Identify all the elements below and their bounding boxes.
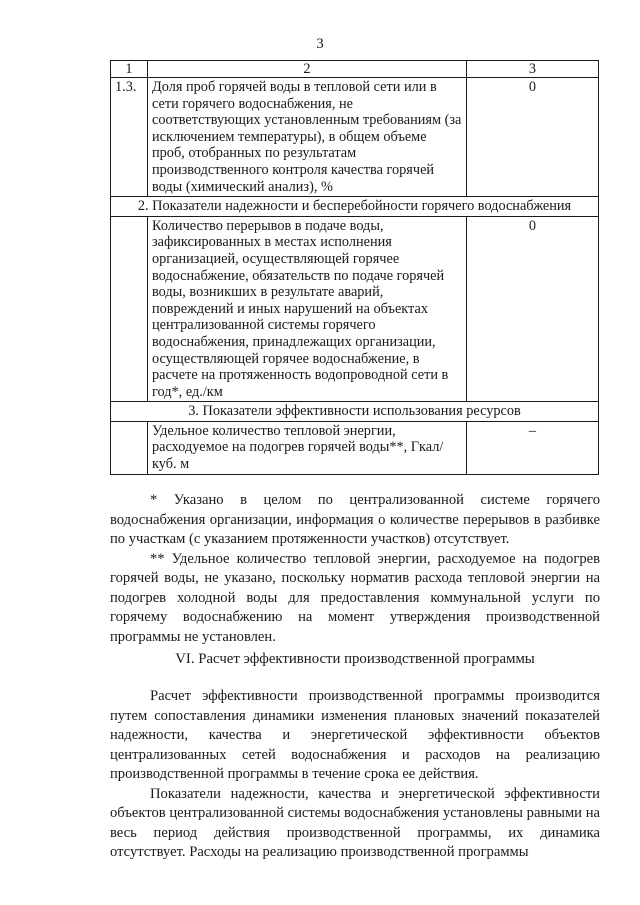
page-number: 3 [316, 36, 324, 52]
footnotes [110, 491, 600, 647]
paragraph: Расчет эффективности производственной программы производится путем сопоставления динамики изменения плановых значений показателей надежности, качества и энергетической эффективности объектов централизованных сетей водоснабжения и расходов на реализацию производственной программы в течение срока ее действия. [110, 688, 600, 782]
row-number-empty [111, 216, 148, 402]
column-header: 2 [148, 61, 467, 78]
footnote: ** Удельное количество тепловой энергии, расходуемое на подогрев горячей воды, не указано, поскольку норматив расхода тепловой энергии на подогрев холодной воды для предоставления коммунальной услуги по горячему водоснабжению на момент утверждения производственной программы не установлен. [110, 550, 600, 645]
table-header-row [111, 61, 599, 78]
row-number-empty [111, 421, 148, 474]
indicator-value: 0 [467, 216, 599, 402]
body-text [110, 687, 600, 863]
table-row [111, 78, 599, 197]
indicator-value: – [467, 421, 599, 474]
section-row [111, 402, 599, 422]
indicator-description: Количество перерывов в подаче воды, зафиксированных в местах исполнения организацией, осуществляющей горячее водоснабжение, обязательств по подаче горячей воды, возникших в результате аварий, повреждений и иных нарушений на объектах централизованной системы горячего водоснабжения, принадлежащих организации, осуществляющей горячее водоснабжение, в расчете на протяженность водопроводной сети в год*, ед./км [148, 216, 467, 402]
section-title: 2. Показатели надежности и бесперебойности горячего водоснабжения [111, 197, 599, 217]
row-number: 1.3. [111, 78, 148, 197]
indicator-description: Удельное количество тепловой энергии, расходуемое на подогрев горячей воды**, Гкал/куб. м [148, 421, 467, 474]
indicator-value: 0 [467, 78, 599, 197]
column-header: 1 [111, 61, 148, 78]
table-row [111, 216, 599, 402]
section-title: 3. Показатели эффективности использования ресурсов [111, 402, 599, 422]
table-row [111, 421, 599, 474]
column-header: 3 [467, 61, 599, 78]
paragraph: Показатели надежности, качества и энергетической эффективности объектов централизованной системы водоснабжения установлены равными на весь период действия производственной программы, их динамика отсутствует. Расходы на реализацию производственной программы [110, 785, 600, 860]
indicator-description: Доля проб горячей воды в тепловой сети или в сети горячего водоснабжения, не соответствующих установленным требованиям (за исключением температуры), в общем объеме проб, отобранных по результатам производственного контроля качества горячей воды (химический анализ), % [148, 78, 467, 197]
section-heading: VI. Расчет эффективности производственной программы [175, 651, 535, 667]
indicators-table [110, 60, 599, 475]
section-row [111, 197, 599, 217]
footnote: * Указано в целом по централизованной системе горячего водоснабжения организации, информация о количестве перерывов в разбивке по участкам (с указанием протяженности участков) отсутствует. [110, 492, 600, 547]
